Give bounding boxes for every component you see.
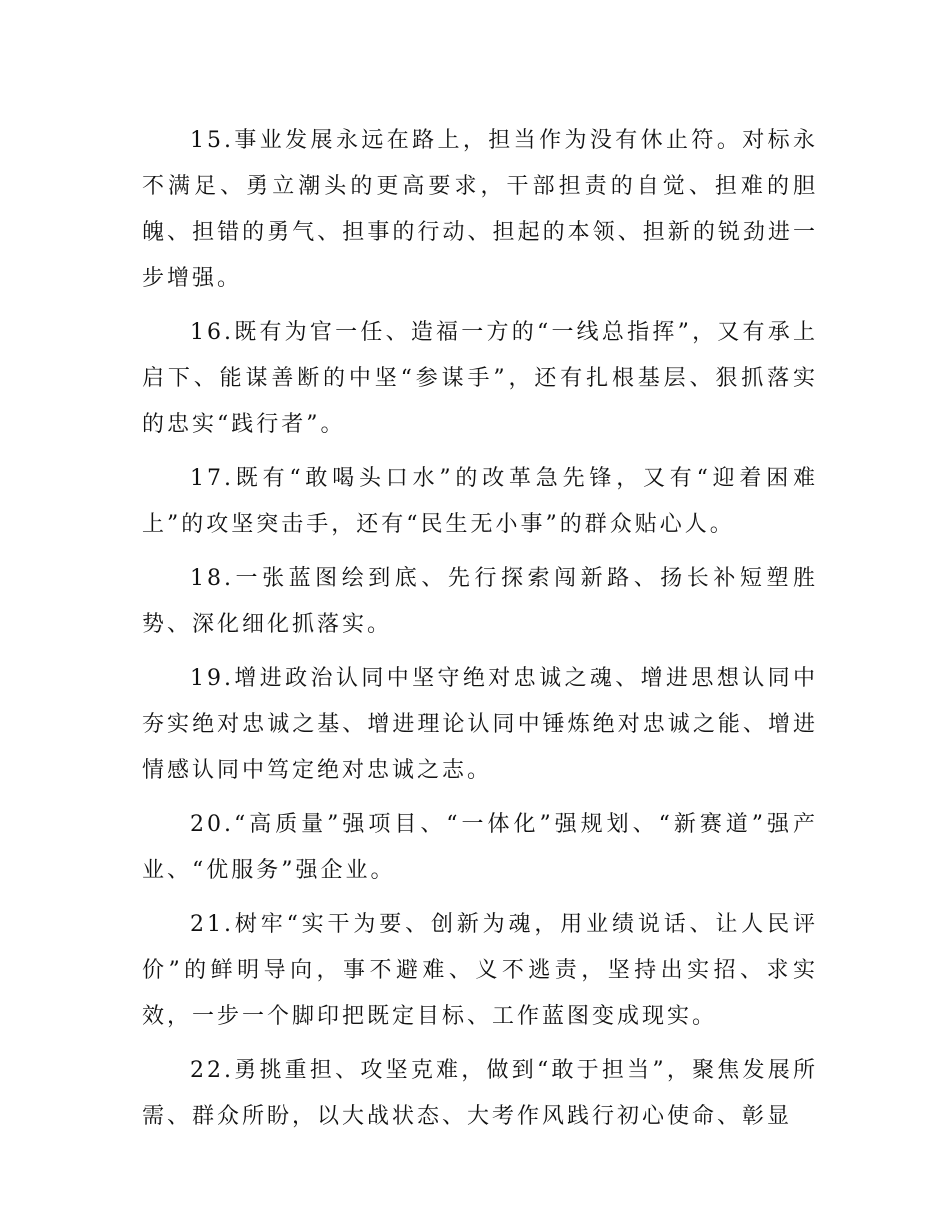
paragraph-20: 20.“高质量”强项目、“一体化”强规划、“新赛道”强产业、“优服务”强企业。 (142, 812, 818, 883)
paragraph-17: 17.既有“敢喝头口水”的改革急先锋，又有“迎着困难上”的攻坚突击手，还有“民生无小事”的群众贴心人。 (142, 466, 818, 537)
paragraph-22: 22.勇挑重担、攻坚克难，做到“敢于担当”，聚焦发展所需、群众所盼，以大战状态、大考作风践行初心使命、彰显 (142, 1058, 818, 1129)
paragraph-18: 18.一张蓝图绘到底、先行探索闯新路、扬长补短塑胜势、深化细化抓落实。 (142, 566, 818, 637)
paragraph-16: 16.既有为官一任、造福一方的“一线总指挥”，又有承上启下、能谋善断的中坚“参谋手”，还有扎根基层、狠抓落实的忠实“践行者”。 (142, 320, 818, 437)
paragraph-21: 21.树牢“实干为要、创新为魂，用业绩说话、让人民评价”的鲜明导向，事不避难、义不逃责，坚持出实招、求实效，一步一个脚印把既定目标、工作蓝图变成现实。 (142, 912, 818, 1029)
document-body (142, 118, 818, 1148)
paragraph-15: 15.事业发展永远在路上，担当作为没有休止符。对标永不满足、勇立潮头的更高要求，干部担责的自觉、担难的胆魄、担错的勇气、担事的行动、担起的本领、担新的锐劲进一步增强。 (142, 128, 818, 291)
paragraph-19: 19.增进政治认同中坚守绝对忠诚之魂、增进思想认同中夯实绝对忠诚之基、增进理论认同中锤炼绝对忠诚之能、增进情感认同中笃定绝对忠诚之志。 (142, 666, 818, 783)
